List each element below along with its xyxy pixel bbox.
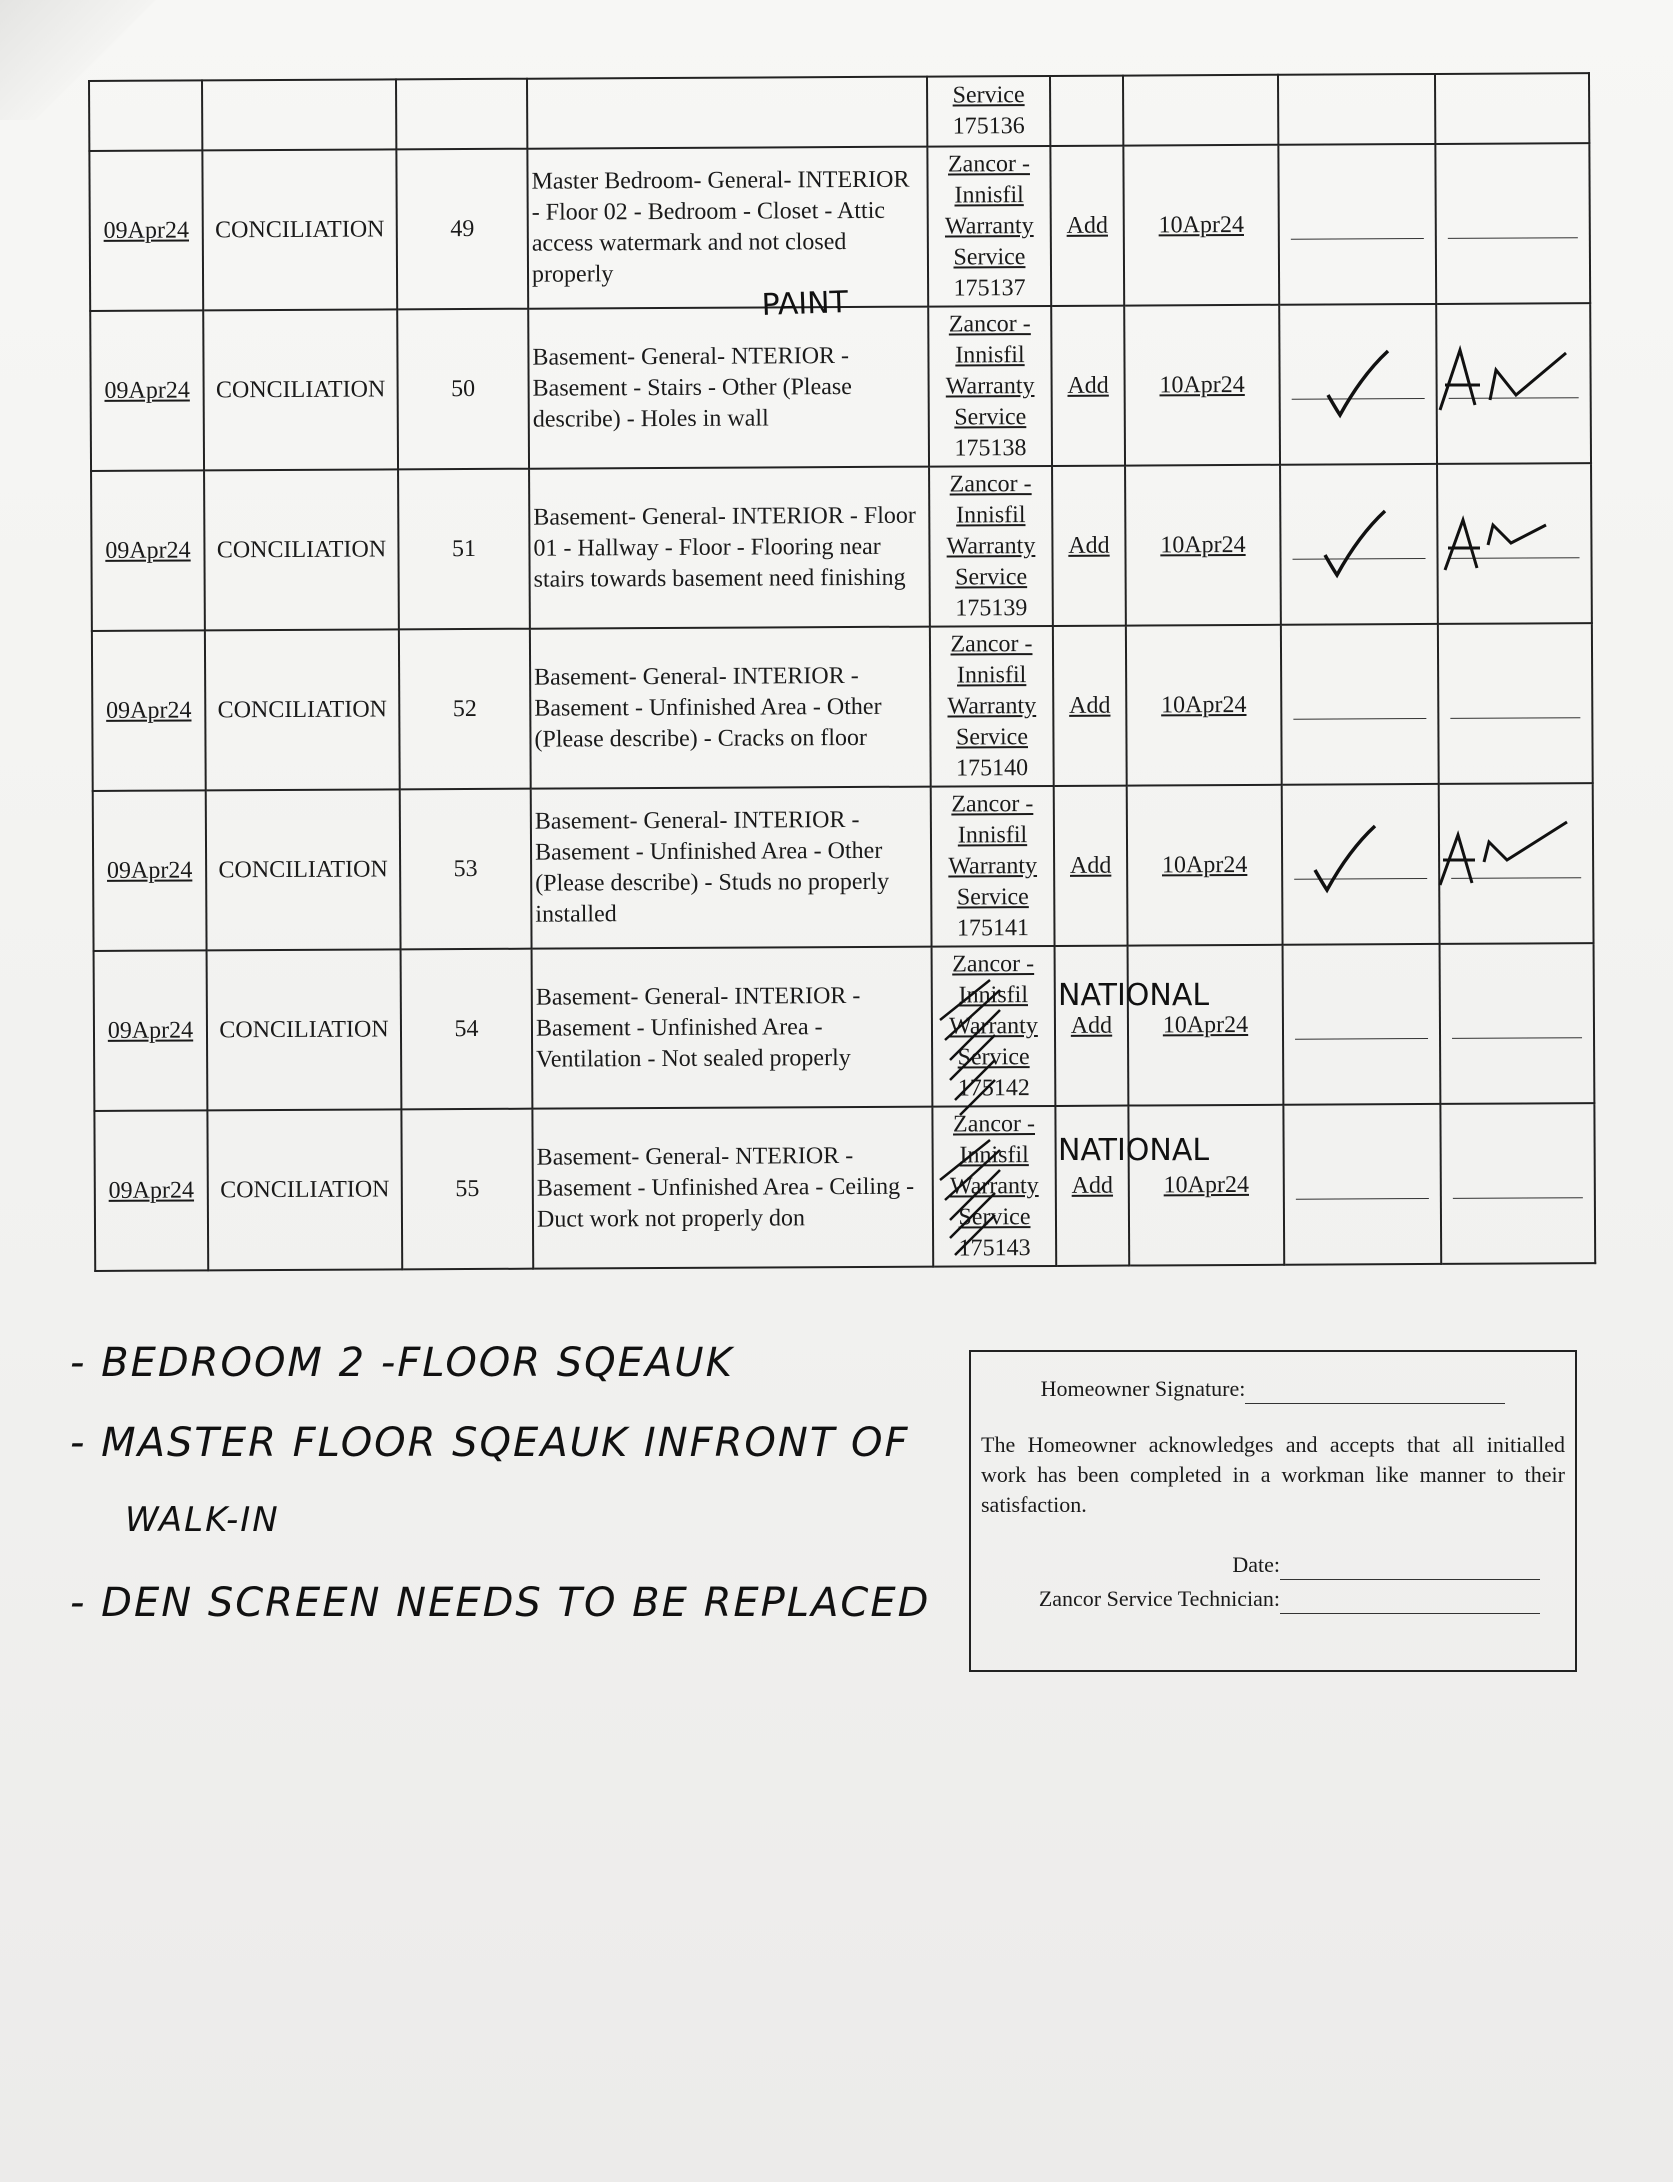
description: Basement- General- NTERIOR - Basement - Unfinished Area - Ceiling - Duct work not properly don — [536, 1142, 915, 1233]
action-link[interactable]: Add — [1069, 692, 1111, 719]
description-cell — [532, 947, 933, 1109]
description-cell — [532, 1107, 933, 1269]
completed-check-cell — [1281, 624, 1439, 785]
vendor-line: Zancor - — [952, 1110, 1036, 1137]
initials-cell — [1440, 1103, 1595, 1264]
initials-cell — [1440, 943, 1595, 1104]
vendor-line: Service — [953, 243, 1026, 270]
description-cell — [527, 147, 928, 309]
description-cell — [531, 787, 932, 949]
item-number-cell — [400, 789, 532, 950]
vendor-cell — [932, 1106, 1056, 1267]
scheduled-date: 10Apr24 — [1161, 691, 1247, 718]
completed-check-cell — [1282, 784, 1440, 945]
table-row — [94, 943, 1595, 1111]
homeowner-signature-line[interactable] — [1245, 1381, 1505, 1404]
item-number-cell — [397, 309, 529, 470]
handwritten-national-note: NATIONAL — [1058, 1133, 1210, 1168]
scheduled-date-cell — [1125, 465, 1281, 626]
scheduled-date-cell — [1128, 1105, 1284, 1266]
vendor-line: 175141 — [956, 914, 1030, 941]
source-cell — [206, 789, 401, 950]
initials-cell — [1435, 143, 1590, 304]
scheduled-date: 10Apr24 — [1161, 851, 1248, 878]
vendor-line: Warranty — [949, 1012, 1038, 1040]
vendor-line: Zancor - — [949, 470, 1032, 497]
vendor-line: Warranty — [944, 212, 1034, 240]
table-row — [93, 783, 1594, 951]
vendor-line: Zancor - — [948, 310, 1031, 337]
work-order-table — [88, 72, 1596, 1272]
table-row — [90, 303, 1591, 471]
action-link[interactable]: Add — [1069, 852, 1112, 879]
scheduled-date: 10Apr24 — [1162, 1011, 1249, 1038]
item-number: 55 — [455, 1175, 480, 1202]
source: CONCILIATION — [215, 375, 386, 403]
reported-date-cell — [94, 1110, 208, 1271]
table-row — [92, 623, 1593, 791]
table-row — [94, 1103, 1595, 1271]
action-cell — [1053, 626, 1127, 786]
source-cell — [207, 949, 402, 1110]
acknowledgement-box — [969, 1350, 1577, 1672]
reported-date-cell — [94, 950, 208, 1111]
item-number: 52 — [452, 695, 477, 722]
source-cell — [205, 629, 400, 790]
scheduled-date-cell — [1128, 945, 1284, 1106]
check-line — [1293, 530, 1425, 560]
action-cell — [1050, 146, 1124, 306]
initials-line — [1450, 529, 1580, 559]
action-link[interactable]: Add — [1071, 1172, 1114, 1199]
scheduled-date: 10Apr24 — [1159, 371, 1245, 398]
reported-date: 09Apr24 — [103, 216, 190, 244]
handwritten-notes — [70, 1340, 950, 1660]
vendor-line: Warranty — [949, 1172, 1039, 1200]
vendor-cell — [930, 626, 1054, 787]
source: CONCILIATION — [219, 1015, 389, 1043]
homeowner-signature-label: Homeowner Signature: — [1040, 1376, 1246, 1401]
item-number-cell — [399, 629, 531, 790]
note-line: - BEDROOM 2 -FLOOR SQEAUK — [70, 1340, 734, 1386]
scheduled-date: 10Apr24 — [1158, 211, 1244, 238]
vendor-line: 175139 — [955, 594, 1028, 621]
scheduled-date-cell — [1127, 785, 1283, 946]
scheduled-date-cell — [1123, 145, 1279, 306]
action-cell — [1052, 466, 1126, 626]
reported-date: 09Apr24 — [106, 696, 192, 724]
item-number-cell — [401, 1109, 533, 1270]
scheduled-date-cell — [1124, 305, 1280, 466]
action-link[interactable]: Add — [1067, 372, 1109, 399]
check-line — [1296, 1169, 1428, 1199]
initials-line — [1453, 1169, 1583, 1199]
source-cell — [203, 309, 398, 470]
action-link[interactable]: Add — [1068, 532, 1110, 559]
check-line — [1294, 690, 1426, 720]
check-line — [1294, 850, 1426, 880]
note-line: - MASTER FLOOR SQEAUK INFRONT OF — [70, 1420, 910, 1466]
reported-date-cell — [89, 150, 203, 311]
handwritten-paint-note: PAINT — [761, 285, 849, 323]
scheduled-date: 10Apr24 — [1160, 531, 1246, 558]
technician-signature-line[interactable] — [1280, 1591, 1540, 1614]
initials-cell — [1437, 463, 1592, 624]
vendor-line: 175142 — [957, 1074, 1030, 1101]
action-cell — [1055, 946, 1129, 1106]
vendor-line: 175137 — [953, 274, 1026, 301]
reported-date: 09Apr24 — [105, 536, 191, 564]
completed-check-cell — [1279, 304, 1437, 465]
vendor-line: Zancor - — [950, 630, 1033, 657]
action-link[interactable]: Add — [1066, 212, 1109, 239]
vendor-line: Innisfil — [956, 661, 1027, 688]
item-number: 53 — [453, 855, 478, 882]
vendor-cell — [932, 946, 1056, 1107]
vendor-line: Innisfil — [955, 341, 1025, 368]
reported-date: 09Apr24 — [106, 856, 193, 884]
vendor-line: Service — [958, 1203, 1031, 1230]
action-link[interactable]: Add — [1070, 1012, 1113, 1039]
completed-check-cell — [1280, 464, 1438, 625]
vendor-cell — [928, 306, 1052, 467]
source: CONCILIATION — [216, 535, 387, 563]
vendor-line: Zancor - — [951, 790, 1034, 817]
handwritten-national-note: NATIONAL — [1058, 978, 1210, 1013]
item-number: 50 — [451, 375, 476, 402]
description: Basement- General- NTERIOR - Basement - Stairs - Other (Please describe) - Holes in wall — [532, 342, 852, 433]
source: CONCILIATION — [220, 1175, 390, 1203]
vendor-line: Warranty — [946, 532, 1036, 560]
reported-date-cell — [92, 630, 206, 791]
initials-cell — [1436, 303, 1591, 464]
description-cell — [529, 467, 930, 629]
vendor-line: 175143 — [958, 1234, 1031, 1261]
description-cell — [530, 627, 931, 789]
source-cell — [207, 1109, 402, 1270]
initials-cell — [1438, 623, 1593, 784]
vendor-cell — [927, 146, 1051, 307]
table-row — [91, 463, 1592, 631]
completed-check-cell — [1278, 144, 1436, 305]
date-label: Date: — [1232, 1552, 1280, 1577]
table-row — [89, 143, 1590, 311]
reported-date: 09Apr24 — [108, 1176, 195, 1204]
vendor-cell — [931, 786, 1055, 947]
vendor-line: Zancor - — [952, 950, 1035, 977]
reported-date-cell — [93, 790, 207, 951]
source: CONCILIATION — [218, 855, 388, 883]
initials-line — [1452, 1009, 1582, 1039]
source-cell — [204, 469, 399, 630]
item-number: 49 — [450, 215, 475, 242]
action-cell — [1051, 306, 1125, 466]
reported-date: 09Apr24 — [104, 376, 190, 404]
vendor-line: Service — [955, 723, 1029, 750]
vendor-line: Innisfil — [954, 181, 1024, 208]
vendor-line: Warranty — [945, 372, 1035, 400]
completed-check-cell — [1283, 944, 1441, 1105]
vendor-line: 175140 — [956, 754, 1029, 781]
item-number: 51 — [451, 535, 477, 562]
acknowledgement-statement: The Homeowner acknowledges and accepts that all initialled work has been completed in a workman like manner to their satisfaction. — [981, 1432, 1565, 1517]
reported-date-cell — [91, 470, 205, 631]
initials-line — [1449, 369, 1579, 399]
check-line — [1292, 370, 1424, 400]
reported-date-cell — [90, 310, 204, 471]
vendor-line: Warranty — [948, 852, 1038, 880]
scheduled-date: 10Apr24 — [1163, 1171, 1250, 1198]
initials-line — [1448, 209, 1578, 239]
initials-line — [1450, 689, 1580, 719]
source: CONCILIATION — [215, 215, 385, 243]
reported-date: 09Apr24 — [107, 1016, 194, 1044]
vendor-line: Warranty — [947, 692, 1037, 720]
description: Basement- General- INTERIOR - Basement - Unfinished Area - Other (Please describe) - Studs no properly installed — [534, 806, 890, 928]
vendor-line: 175138 — [954, 434, 1027, 461]
check-line — [1291, 210, 1423, 240]
description: Master Bedroom- General- INTERIOR - Floor 02 - Bedroom - Closet - Attic access watermark and not closed properly — [531, 166, 910, 288]
vendor-cell: Service 175136 — [927, 76, 1050, 147]
vendor-line: Innisfil — [959, 1141, 1029, 1168]
item-number: 54 — [454, 1015, 479, 1042]
action-cell — [1055, 1106, 1129, 1266]
vendor-line: Service — [957, 1043, 1030, 1070]
item-number-cell — [398, 469, 530, 630]
vendor-line: Innisfil — [956, 501, 1026, 528]
table-row-continued — [89, 73, 1589, 151]
source-cell — [202, 149, 397, 310]
note-line: - DEN SCREEN NEEDS TO BE REPLACED — [70, 1580, 931, 1626]
technician-label: Zancor Service Technician: — [1038, 1586, 1280, 1611]
initials-line — [1451, 849, 1581, 879]
date-line[interactable] — [1280, 1557, 1540, 1580]
description: Basement- General- INTERIOR - Basement - Unfinished Area - Ventilation - Not sealed properly — [535, 982, 861, 1073]
action-cell — [1054, 786, 1128, 946]
vendor-line: Service — [955, 563, 1028, 590]
item-number-cell — [401, 949, 533, 1110]
item-number-cell — [396, 149, 528, 310]
description: Basement- General- INTERIOR - Basement - Unfinished Area - Other (Please describe) - Cracks on floor — [534, 662, 882, 753]
description: Basement- General- INTERIOR - Floor 01 - Hallway - Floor - Flooring near stairs towards basement need finishing — [533, 502, 916, 593]
vendor-line: Service — [956, 883, 1029, 910]
description-cell — [528, 307, 929, 469]
vendor-line: Zancor - — [947, 150, 1030, 177]
source: CONCILIATION — [217, 695, 388, 723]
note-line: WALK-IN — [125, 1500, 280, 1540]
initials-cell — [1439, 783, 1594, 944]
vendor-line: Innisfil — [958, 981, 1029, 1008]
scheduled-date-cell — [1126, 625, 1282, 786]
check-line — [1295, 1009, 1427, 1039]
vendor-line: Service — [954, 403, 1027, 430]
completed-check-cell — [1283, 1104, 1441, 1265]
vendor-cell — [929, 466, 1053, 627]
vendor-line: Innisfil — [957, 821, 1028, 848]
